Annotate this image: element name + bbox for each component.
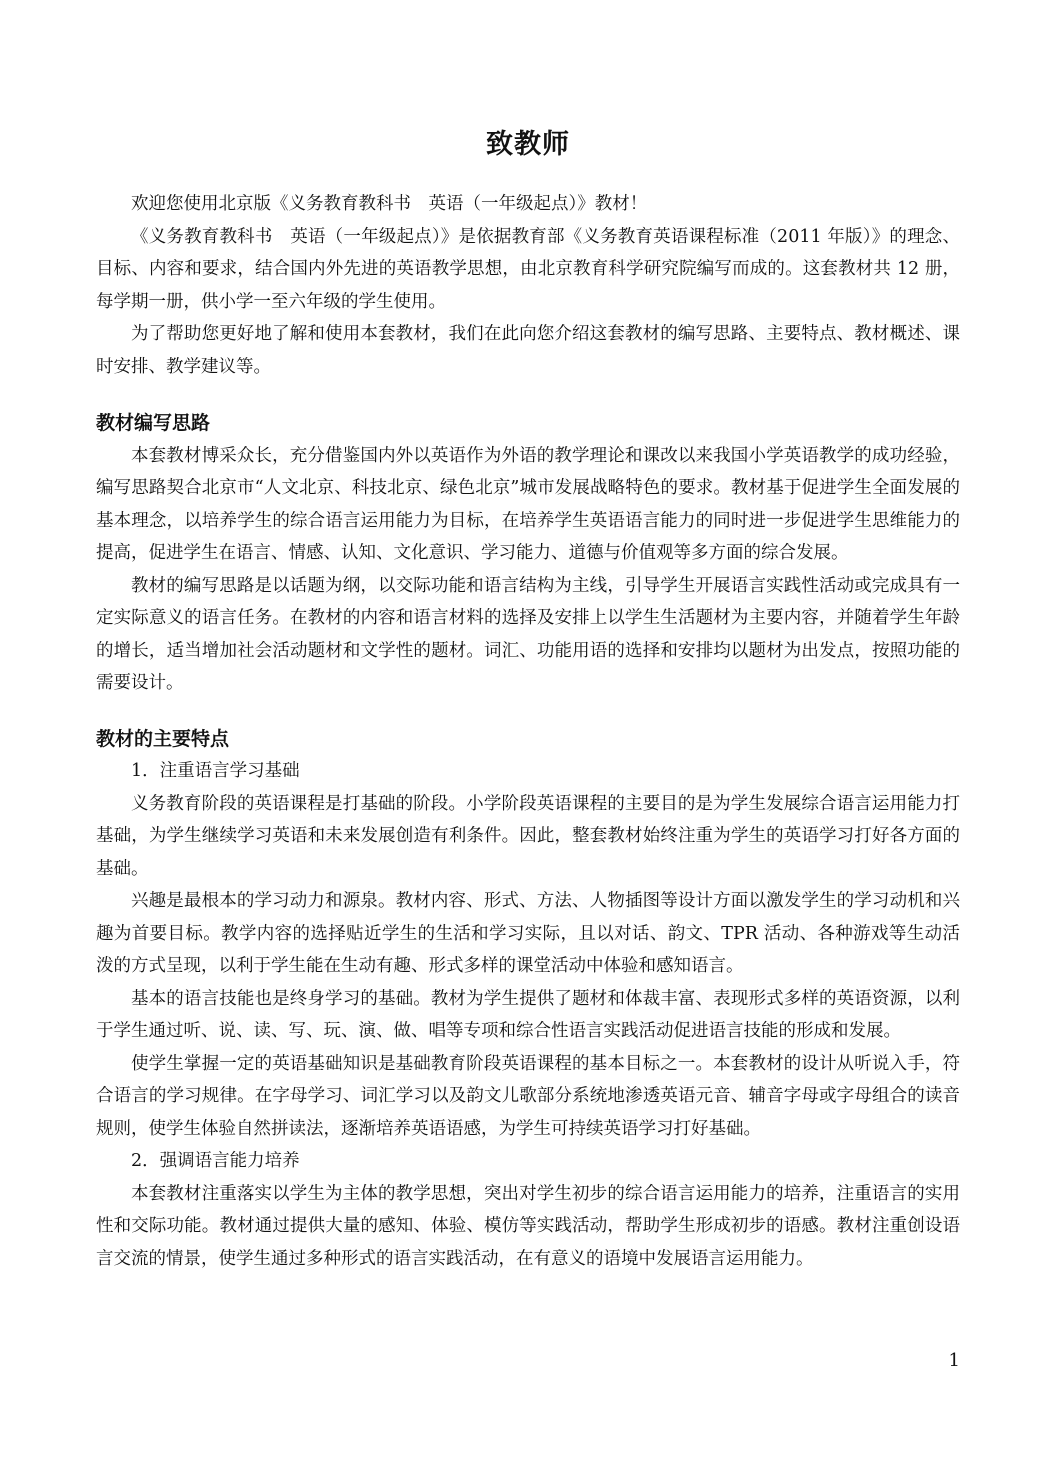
intro-paragraph: 欢迎您使用北京版《义务教育教科书 英语（一年级起点）》教材！ — [131, 194, 648, 214]
section-paragraph: 本套教材博采众长，充分借鉴国内外以英语作为外语的教学理论和课改以来我国小学英语教学的成功经验，编写思路契合北京市“人文北京、科技北京、绿色北京”城市发展战略特色的要求。教材基于促进学生全面发展的基本理念，以培养学生的综合语言运用能力为目标，在培养学生英语语言能力的同时进一步促进学生思维能力的提高，促进学生在语言、情感、认知、文化意识、学习能力、道德与价值观等多方面的综合发展。 — [96, 445, 960, 563]
section-paragraph: 基本的语言技能也是终身学习的基础。教材为学生提供了题材和体裁丰富、表现形式多样的英语资源，以利于学生通过听、说、读、写、玩、演、做、唱等专项和综合性语言实践活动促进语言技能的形成和发展。 — [96, 988, 960, 1041]
document-body — [96, 188, 960, 1275]
subsection-label: 1．注重语言学习基础 — [131, 761, 300, 781]
page-title: 致教师 — [486, 129, 570, 160]
subsection-label: 2．强调语言能力培养 — [131, 1151, 300, 1171]
section-heading-main-features: 教材的主要特点 — [96, 727, 230, 750]
section-paragraph: 本套教材注重落实以学生为主体的教学思想，突出对学生初步的综合语言运用能力的培养，注重语言的实用性和交际功能。教材通过提供大量的感知、体验、模仿等实践活动，帮助学生形成初步的语感。教材注重创设语言交流的情景，使学生通过多种形式的语言实践活动，在有意义的语境中发展语言运用能力。 — [96, 1183, 960, 1269]
section-paragraph: 使学生掌握一定的英语基础知识是基础教育阶段英语课程的基本目标之一。本套教材的设计从听说入手，符合语言的学习规律。在字母学习、词汇学习以及韵文儿歌部分系统地渗透英语元音、辅音字母或字母组合的读音规则，使学生体验自然拼读法，逐渐培养英语语感，为学生可持续英语学习打好基础。 — [96, 1053, 960, 1139]
section-paragraph: 教材的编写思路是以话题为纲，以交际功能和语言结构为主线，引导学生开展语言实践性活动或完成具有一定实际意义的语言任务。在教材的内容和语言材料的选择及安排上以学生生活题材为主要内容，并随着学生年龄的增长，适当增加社会活动题材和文学性的题材。词汇、功能用语的选择和安排均以题材为出发点，按照功能的需要设计。 — [96, 575, 960, 693]
section-paragraph: 兴趣是最根本的学习动力和源泉。教材内容、形式、方法、人物插图等设计方面以激发学生的学习动机和兴趣为首要目标。教学内容的选择贴近学生的生活和学习实际，且以对话、韵文、TPR 活动、各种游戏等生动活泼的方式呈现，以利于学生能在生动有趣、形式多样的课堂活动中体验和感知语言。 — [96, 891, 960, 976]
section-heading-writing-approach: 教材编写思路 — [96, 412, 211, 434]
page-number: 1 — [948, 1350, 960, 1371]
intro-paragraph: 为了帮助您更好地了解和使用本套教材，我们在此向您介绍这套教材的编写思路、主要特点、教材概述、课时安排、教学建议等。 — [96, 324, 960, 377]
section-paragraph: 义务教育阶段的英语课程是打基础的阶段。小学阶段英语课程的主要目的是为学生发展综合语言运用能力打基础，为学生继续学习英语和未来发展创造有利条件。因此，整套教材始终注重为学生的英语学习打好各方面的基础。 — [96, 793, 960, 879]
intro-paragraph: 《义务教育教科书 英语（一年级起点）》是依据教育部《义务教育英语课程标准（2011 年版）》的理念、目标、内容和要求，结合国内外先进的英语教学思想，由北京教育科学研究院编写而成的。这套教材共 12 册，每学期一册，供小学一至六年级的学生使用。 — [96, 226, 960, 312]
document-page — [96, 0, 960, 1466]
